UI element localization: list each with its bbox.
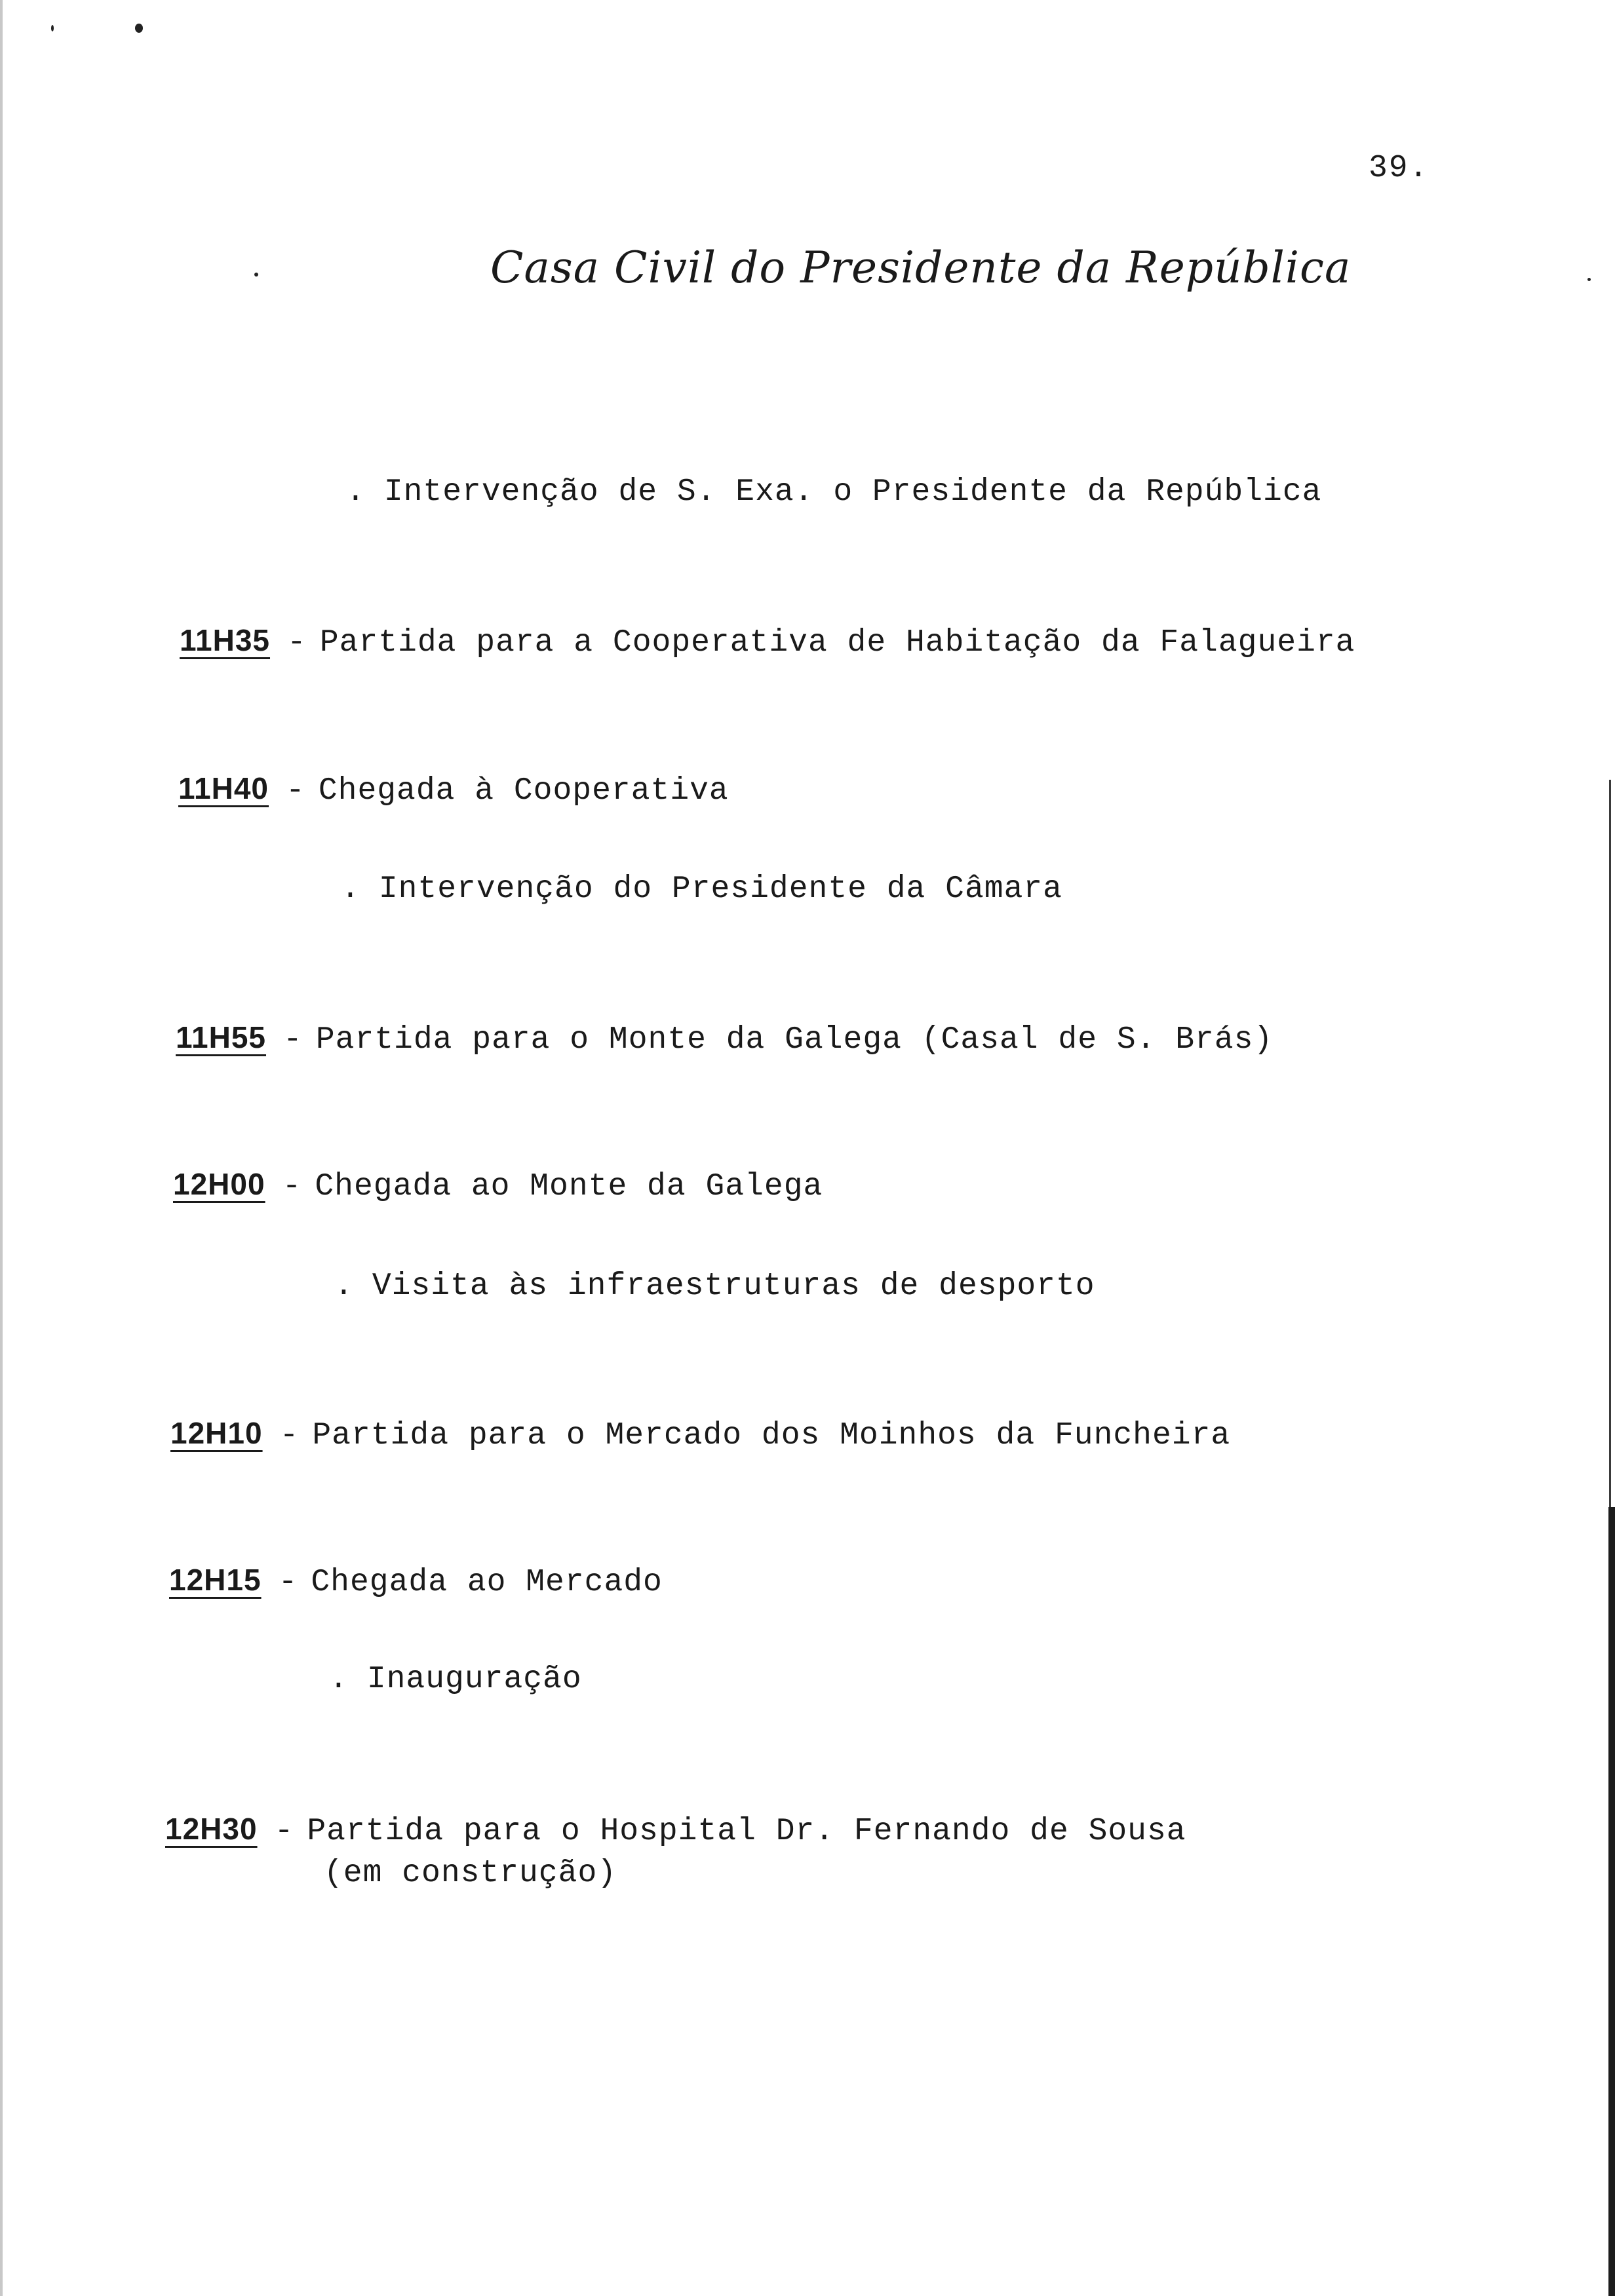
agenda-item xyxy=(329,1662,582,1697)
agenda-item-text: Intervenção do Presidente da Câmara xyxy=(378,871,1062,907)
agenda-event xyxy=(180,622,1355,660)
event-text-continuation: (em construção) xyxy=(324,1856,617,1891)
scan-left-edge xyxy=(0,0,3,2296)
dash: - xyxy=(282,1169,302,1204)
event-text: Partida para o Mercado dos Moinhos da Funcheira xyxy=(312,1418,1231,1453)
scan-right-edge xyxy=(1608,1507,1615,2296)
dash: - xyxy=(274,1814,294,1849)
dash: - xyxy=(287,625,307,660)
agenda-item xyxy=(346,474,1321,510)
bullet: . xyxy=(329,1662,349,1697)
event-text: Partida para o Hospital Dr. Fernando de Sousa xyxy=(307,1814,1186,1849)
dash: - xyxy=(278,1565,298,1600)
agenda-item xyxy=(341,871,1062,907)
scan-speck xyxy=(254,273,258,277)
scan-speck xyxy=(51,25,54,31)
agenda-item-text: Visita às infraestruturas de desporto xyxy=(372,1269,1095,1304)
event-time: 12H15 xyxy=(169,1563,262,1597)
agenda-event xyxy=(170,1415,1230,1453)
page-number: 39. xyxy=(1369,151,1430,186)
event-time: 11H55 xyxy=(176,1020,267,1054)
scan-speck xyxy=(135,24,143,33)
bullet: . xyxy=(341,871,360,907)
agenda-event xyxy=(169,1562,663,1600)
event-text: Partida para a Cooperativa de Habitação da Falagueira xyxy=(319,625,1355,660)
event-time: 11H40 xyxy=(178,771,269,805)
bullet: . xyxy=(346,474,366,510)
bullet: . xyxy=(334,1269,354,1304)
agenda-item-text: Intervenção de S. Exa. o Presidente da República xyxy=(383,474,1322,510)
agenda-event xyxy=(173,1166,823,1204)
agenda-event xyxy=(176,1020,1273,1058)
scan-speck xyxy=(1587,278,1591,281)
event-time: 12H30 xyxy=(165,1812,258,1846)
dash: - xyxy=(286,773,305,809)
agenda-item-text: Inauguração xyxy=(366,1662,582,1697)
agenda-event xyxy=(178,771,729,809)
dash: - xyxy=(283,1022,303,1058)
scan-right-edge-thin xyxy=(1609,780,1611,1507)
event-text: Chegada ao Mercado xyxy=(311,1565,663,1600)
event-time: 12H00 xyxy=(173,1167,265,1201)
agenda-item xyxy=(334,1269,1095,1304)
event-text: Partida para o Monte da Galega (Casal de S. Brás) xyxy=(315,1022,1274,1058)
agenda-event xyxy=(165,1811,1186,1849)
event-text: Chegada à Cooperativa xyxy=(318,773,729,809)
dash: - xyxy=(279,1418,300,1453)
event-text: Chegada ao Monte da Galega xyxy=(315,1169,823,1204)
event-time: 12H10 xyxy=(170,1416,263,1450)
event-time: 11H35 xyxy=(180,623,271,657)
letterhead: Casa Civil do Presidente da República xyxy=(490,242,1352,293)
